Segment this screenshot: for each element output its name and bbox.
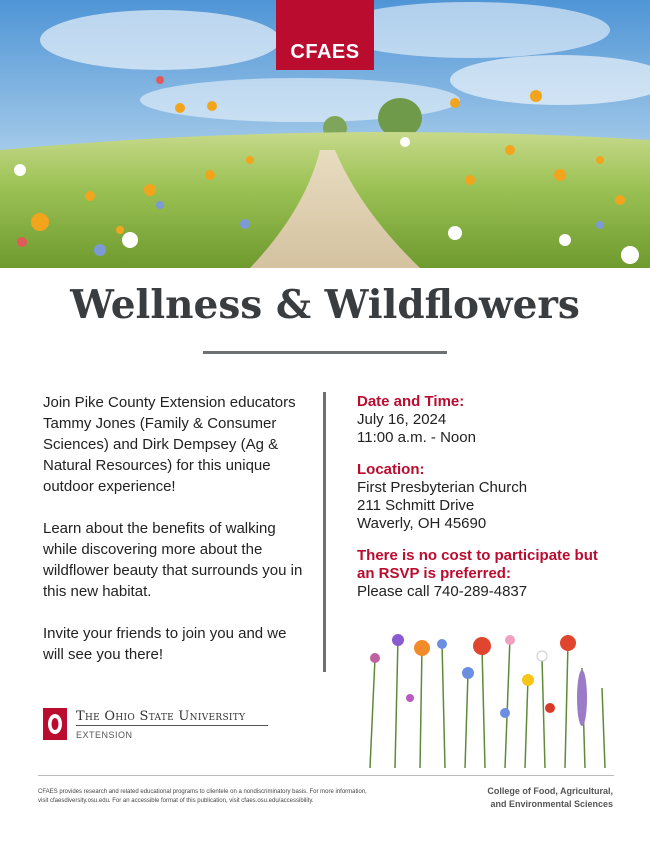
cfaes-logo-badge: CFAES xyxy=(276,0,374,70)
intro-paragraph: Learn about the benefits of walking while discovering more about the wildflower beauty that surrounds you in this new habitat. xyxy=(43,520,303,600)
title-divider xyxy=(203,351,447,354)
wildflower-illustration xyxy=(350,628,620,768)
date-heading: Date and Time: xyxy=(357,393,465,410)
location-line: 211 Schmitt Drive xyxy=(357,497,475,514)
cost-section xyxy=(357,547,617,601)
location-line: Waverly, OH 45690 xyxy=(357,515,487,532)
osu-wordmark-rule xyxy=(76,725,268,726)
date-section xyxy=(357,393,617,447)
location-line: First Presbyterian Church xyxy=(357,479,528,496)
osu-wordmark: The Ohio State University xyxy=(76,709,246,724)
event-date: July 16, 2024 xyxy=(357,411,447,428)
intro-paragraph: Invite your friends to join you and we will see you there! xyxy=(43,625,287,663)
intro-paragraph: Join Pike County Extension educators Tammy Jones (Family & Consumer Sciences) and Dirk Dempsey (Ag & Natural Resources) for this unique outdoor experience! xyxy=(43,394,296,495)
cost-heading: There is no cost to participate but an RSVP is preferred: xyxy=(357,547,598,582)
details-column xyxy=(357,393,617,615)
college-name-line: College of Food, Agricultural, xyxy=(487,786,613,796)
college-name xyxy=(440,785,613,811)
location-section xyxy=(357,461,617,533)
column-divider xyxy=(323,392,326,672)
location-heading: Location: xyxy=(357,461,425,478)
nondiscrimination-notice: CFAES provides research and related educational programs to clientele on a nondiscriminatory basis. For more information, visit cfaesdiversity.osu.edu. For an accessible format of this publication, visit cfaes.osu.edu/accessibility. xyxy=(38,789,367,804)
rsvp-phone: Please call 740-289-4837 xyxy=(357,583,528,600)
event-time: 11:00 a.m. - Noon xyxy=(357,429,476,446)
intro-column xyxy=(43,392,308,686)
page-title: Wellness & Wildflowers xyxy=(70,282,580,328)
college-name-line: and Environmental Sciences xyxy=(490,799,613,809)
footer-divider xyxy=(38,775,614,776)
osu-block-o-icon xyxy=(43,708,67,740)
osu-extension-label: EXTENSION xyxy=(76,730,133,740)
